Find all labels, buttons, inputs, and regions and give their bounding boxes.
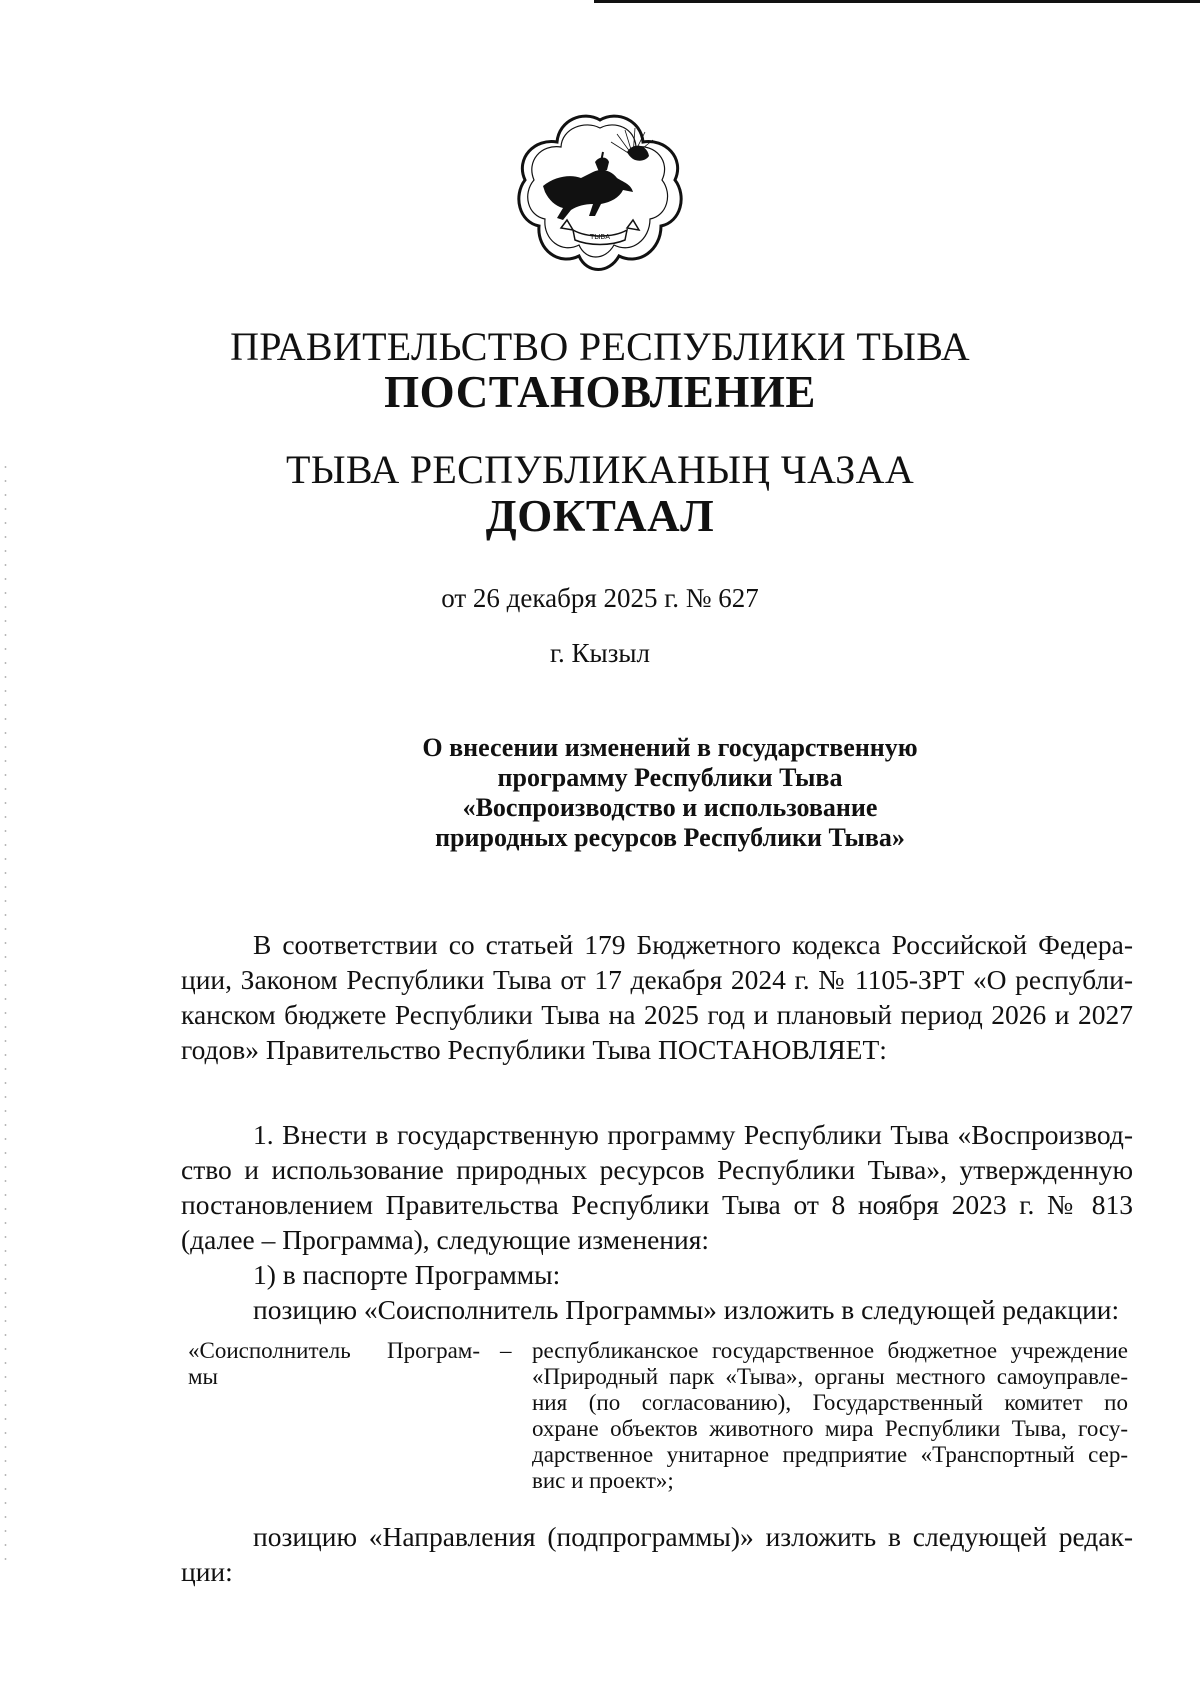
table-dash: – [500,1338,512,1363]
header-document-type-tyv: ДОКТААЛ [485,491,715,541]
document-title [370,733,970,853]
paragraph-line: (далее – Программа), следующие изменения: [181,1224,710,1255]
table-label-line: «Соисполнитель Програм- [188,1338,480,1363]
svg-text:ТЫВА: ТЫВА [589,233,611,241]
document-city: г. Кызыл [550,638,650,668]
title-line: природных ресурсов Республики Тыва» [435,823,905,852]
item-1-paragraph [181,1117,1133,1327]
title-line: О внесении изменений в государственную [422,733,918,762]
top-border-line [594,0,1200,3]
table-label-cell [188,1338,480,1390]
title-line: программу Республики Тыва [497,763,843,792]
header-document-type-ru: ПОСТАНОВЛЕНИЕ [384,367,816,417]
position-intro: позицию «Соисполнитель Программы» изложить в следующей редакции: [253,1294,1120,1325]
scan-margin-artifact [4,460,7,1560]
subitem-1: 1) в паспорте Программы: [253,1259,561,1290]
paragraph-line: ство и использование природных ресурсов Республики Тыва», утвержденную [181,1154,1133,1185]
paragraph-line: канском бюджете Республики Тыва на 2025 год и плановый период 2026 и 2027 [181,999,1133,1030]
paragraph-line: ции, Законом Республики Тыва от 17 декабря 2024 г. № 1105-ЗРТ «О республи- [181,964,1133,995]
title-line: «Воспроизводство и использование [462,793,878,822]
table-value-line: ния (по согласованию), Государственный комитет по [532,1390,1128,1415]
position-2-paragraph [181,1519,1133,1589]
preamble-paragraph [181,927,1133,1067]
header-government-ru: ПРАВИТЕЛЬСТВО РЕСПУБЛИКИ ТЫВА [230,324,970,369]
paragraph-line: В соответствии со статьей 179 Бюджетного кодекса Российской Федера- [253,929,1133,960]
tuva-emblem-icon [515,112,685,277]
table-value-line: «Природный парк «Тыва», органы местного самоуправле- [532,1364,1128,1389]
table-value-line: республиканское государственное бюджетное учреждение [532,1338,1128,1363]
paragraph-line: годов» Правительство Республики Тыва ПОСТАНОВЛЯЕТ: [181,1034,887,1065]
table-value-line: охране объектов животного мира Республики Тыва, госу- [532,1416,1128,1441]
paragraph-line: постановлением Правительства Республики Тыва от 8 ноября 2023 г. № 813 [181,1189,1133,1220]
table-value-line: дарственное унитарное предприятие «Транспортный сер- [532,1442,1128,1467]
document-date-number: от 26 декабря 2025 г. № 627 [441,583,759,613]
header-government-tyv: ТЫВА РЕСПУБЛИКАНЫҢ ЧАЗАА [285,447,915,492]
table-label-line: мы [188,1364,219,1389]
paragraph-line: ции: [181,1556,233,1587]
paragraph-line: позицию «Направления (подпрограммы)» изложить в следующей редак- [253,1521,1133,1552]
paragraph-line: 1. Внести в государственную программу Республики Тыва «Воспроизвод- [253,1119,1133,1150]
table-value-cell [532,1338,1128,1494]
table-value-line: вис и проект»; [532,1468,674,1493]
